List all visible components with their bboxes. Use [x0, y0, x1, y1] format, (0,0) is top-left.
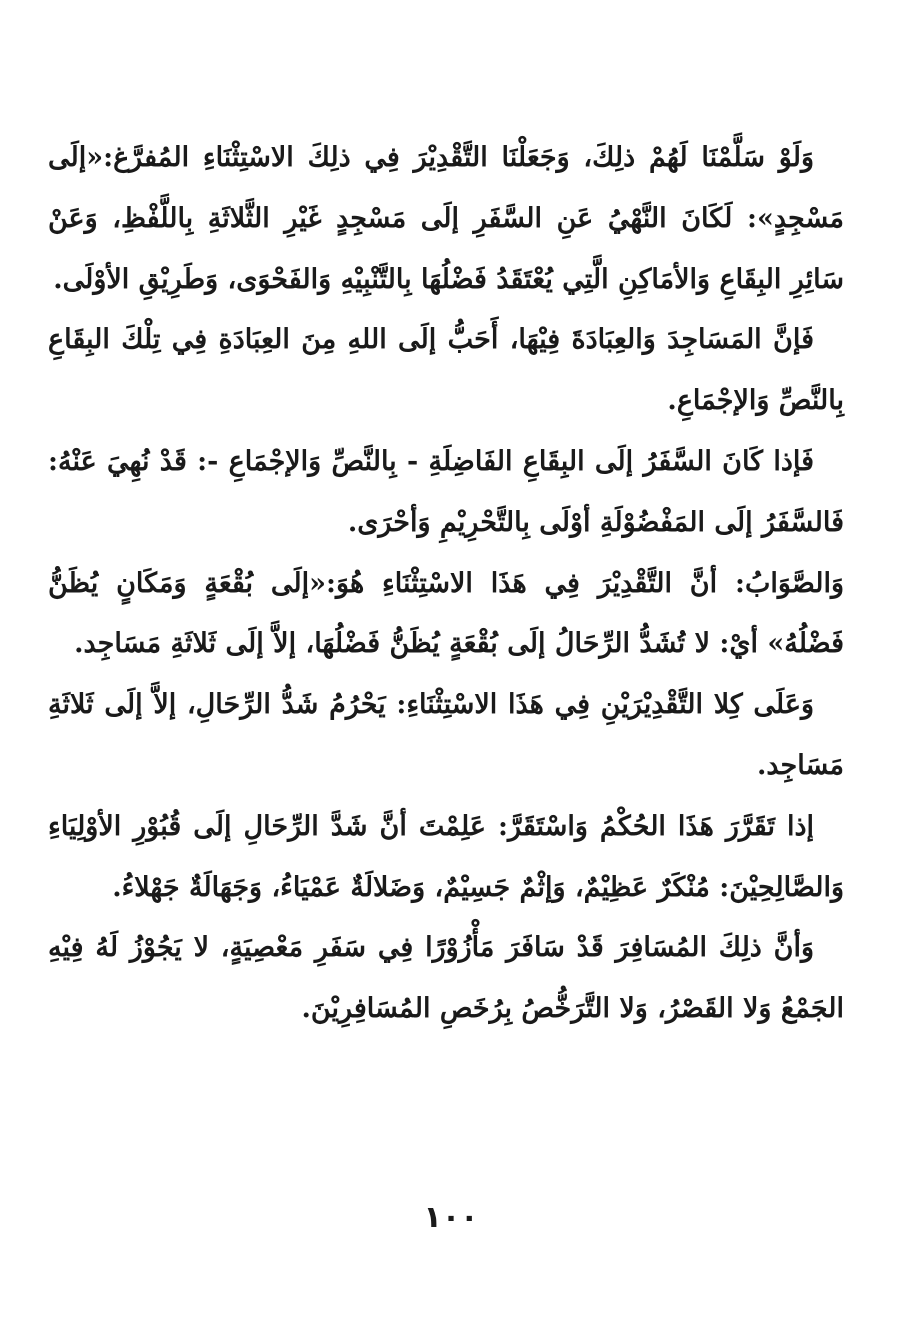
page-number: ١٠٠: [423, 1200, 479, 1235]
page-body-text: [48, 128, 844, 1040]
paragraph-3: فَإذا كَانَ السَّفَرُ إلَى البِقَاعِ الفَاضِلَةِ - بِالنَّصِّ وَالإجْمَاعِ -: قَدْ نُهِيَ عَنْهُ: فَالسَّفَرُ إلَى المَفْضُوْلَةِ أوْلَى بِالتَّحْرِيْمِ وَأحْرَى.: [48, 445, 844, 538]
paragraph-4: وَالصَّوَابُ: أنَّ التَّقْدِيْرَ فِي هَذَا الاسْتِثْنَاءِ هُوَ:«إلَى بُقْعَةٍ وَمَكَانٍ يُظَنُّ فَضْلُهُ» أيْ: لا تُشَدُّ الرِّحَالُ إلَى بُقْعَةٍ يُظَنُّ فَضْلُهَا، إلاَّ إلَى ثَلاثَةِ مَسَاجِد.: [48, 567, 844, 660]
paragraph-7: وَأنَّ ذلِكَ المُسَافِرَ قَدْ سَافَرَ مَأْزُوْرًا فِي سَفَرِ مَعْصِيَةٍ، لا يَجُوْزُ لَهُ فِيْهِ الجَمْعُ وَلا القَصْرُ، وَلا التَّرَخُّصُ بِرُخَصِ المُسَافِرِيْنَ.: [48, 932, 844, 1025]
paragraph-2: فَإنَّ المَسَاجِدَ وَالعِبَادَةَ فِيْهَا، أَحَبُّ إلَى اللهِ مِنَ العِبَادَةِ فِي تِلْكَ البِقَاعِ بِالنَّصِّ وَالإجْمَاعِ.: [48, 324, 844, 417]
paragraph-5: وَعَلَى كِلا التَّقْدِيْرَيْنِ فِي هَذَا الاسْتِثْنَاءِ: يَحْرُمُ شَدُّ الرِّحَالِ، إلاَّ إلَى ثَلاثَةِ مَسَاجِد.: [48, 689, 844, 781]
paragraph-1: وَلَوْ سَلَّمْنَا لَهُمْ ذلِكَ، وَجَعَلْنَا التَّقْدِيْرَ فِي ذلِكَ الاسْتِثْنَاءِ المُفرَّغ:«إلَى مَسْجِدٍ»: لَكَانَ النَّهْيُ عَنِ السَّفَرِ إلَى مَسْجِدٍ غَيْرِ الثَّلاثَةِ بِاللَّفْظِ، وَعَنْ سَائِرِ البِقَاعِ وَالأمَاكِنِ الَّتِي يُعْتَقَدُ فَضْلُهَا بِالتَّنْبِيْهِ وَالفَحْوَى، وَطَرِيْقِ الأوْلَى.: [48, 142, 844, 295]
paragraph-6: إذا تَقَرَّرَ هَذَا الحُكْمُ وَاسْتَقَرَّ: عَلِمْتَ أنَّ شَدَّ الرِّحَالِ إلَى قُبُوْرِ الأوْلِيَاءِ وَالصَّالِحِيْنَ: مُنْكَرٌ عَظِيْمٌ، وَإثْمٌ جَسِيْمٌ، وَضَلالَةٌ عَمْيَاءُ، وَجَهَالَةٌ جَهْلاءُ.: [48, 810, 844, 903]
